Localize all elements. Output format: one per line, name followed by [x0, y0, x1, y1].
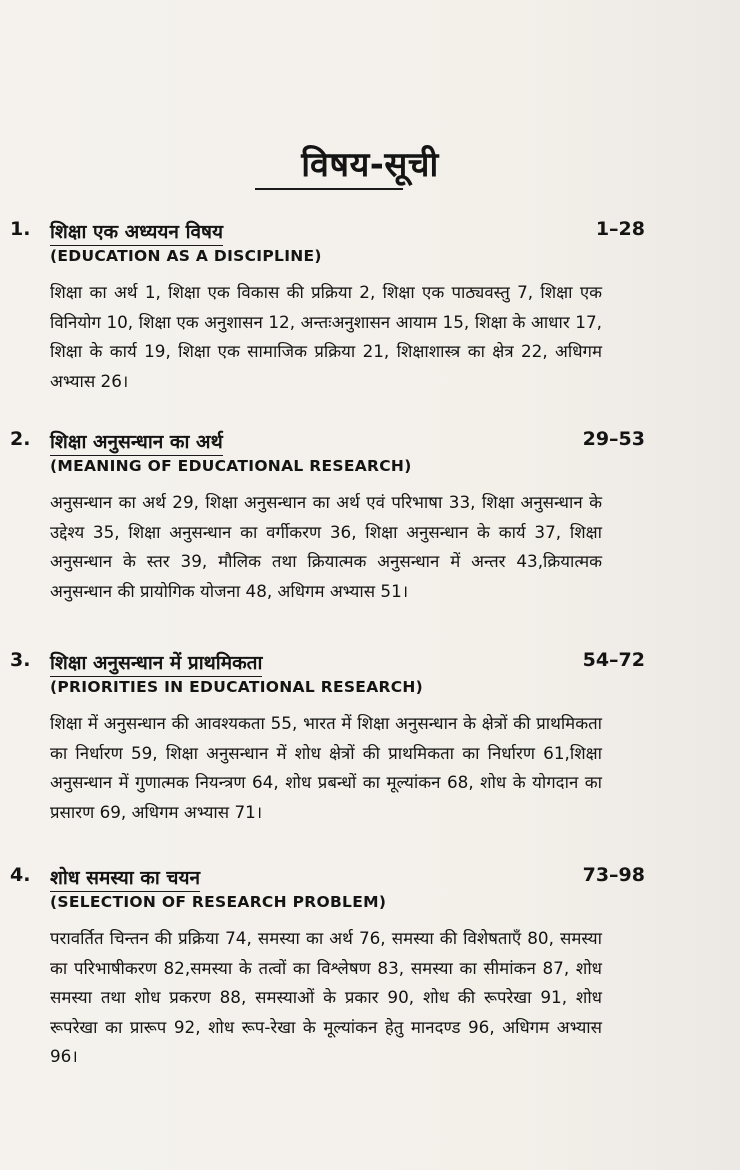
chapter-page-range: 54–72: [582, 649, 645, 671]
chapter-title-english: (EDUCATION AS A DISCIPLINE): [50, 247, 322, 265]
title-underline: [255, 188, 403, 190]
chapter-title[interactable]: शिक्षा अनुसन्धान का अर्थ: [50, 428, 223, 456]
chapter-page-range: 1–28: [595, 218, 645, 240]
chapter-number: 2.: [10, 428, 31, 450]
chapter-title[interactable]: शिक्षा एक अध्ययन विषय: [50, 218, 223, 246]
chapter-page-range: 29–53: [582, 428, 645, 450]
chapter-number: 4.: [10, 864, 31, 886]
chapter-page-range: 73–98: [582, 864, 645, 886]
chapter-number: 1.: [10, 218, 31, 240]
chapter-title-english: (MEANING OF EDUCATIONAL RESEARCH): [50, 457, 412, 475]
chapter-number: 3.: [10, 649, 31, 671]
chapter-contents: शिक्षा में अनुसन्धान की आवश्यकता 55, भारत में शिक्षा अनुसन्धान के क्षेत्रों की प्राथमिकता का निर्धारण 59, शिक्षा अनुसन्धान में शोध क्षेत्रों की प्राथमिकता का निर्धारण 61,शिक्षा अनुसन्धान में गुणात्मक नियन्त्रण 64, शोध प्रबन्धों का मूल्यांकन 68, शोध के योगदान का प्रसारण 69, अधिगम अभ्यास 71।: [50, 713, 602, 822]
chapter-title[interactable]: शोध समस्या का चयन: [50, 864, 200, 892]
chapter-title-english: (SELECTION OF RESEARCH PROBLEM): [50, 893, 387, 911]
chapter-contents: शिक्षा का अर्थ 1, शिक्षा एक विकास की प्रक्रिया 2, शिक्षा एक पाठ्यवस्तु 7, शिक्षा एक विनियोग 10, शिक्षा एक अनुशासन 12, अन्तःअनुशासन आयाम 15, शिक्षा के आधार 17, शिक्षा के कार्य 19, शिक्षा एक सामाजिक प्रक्रिया 21, शिक्षाशास्त्र का क्षेत्र 22, अधिगम अभ्यास 26।: [50, 282, 602, 391]
page-title: विषय-सूची: [301, 145, 439, 185]
chapter-title[interactable]: शिक्षा अनुसन्धान में प्राथमिकता: [50, 649, 262, 677]
chapter-title-english: (PRIORITIES IN EDUCATIONAL RESEARCH): [50, 678, 424, 696]
chapter-contents: अनुसन्धान का अर्थ 29, शिक्षा अनुसन्धान का अर्थ एवं परिभाषा 33, शिक्षा अनुसन्धान के उद्देश्य 35, शिक्षा अनुसन्धान का वर्गीकरण 36, शिक्षा अनुसन्धान के कार्य 37, शिक्षा अनुसन्धान के स्तर 39, मौलिक तथा क्रियात्मक अनुसन्धान में अन्तर 43,क्रियात्मक अनुसन्धान की प्रायोगिक योजना 48, अधिगम अभ्यास 51।: [50, 492, 602, 601]
chapter-contents: परावर्तित चिन्तन की प्रक्रिया 74, समस्या का अर्थ 76, समस्या की विशेषताएँ 80, समस्या का परिभाषीकरण 82,समस्या के तत्वों का विश्लेषण 83, समस्या का सीमांकन 87, शोध समस्या तथा शोध प्रकरण 88, समस्याओं के प्रकार 90, शोध की रूपरेखा 91, शोध रूपरेखा का प्रारूप 92, शोध रूप-रेखा के मूल्यांकन हेतु मानदण्ड 96, अधिगम अभ्यास 96।: [50, 928, 602, 1066]
